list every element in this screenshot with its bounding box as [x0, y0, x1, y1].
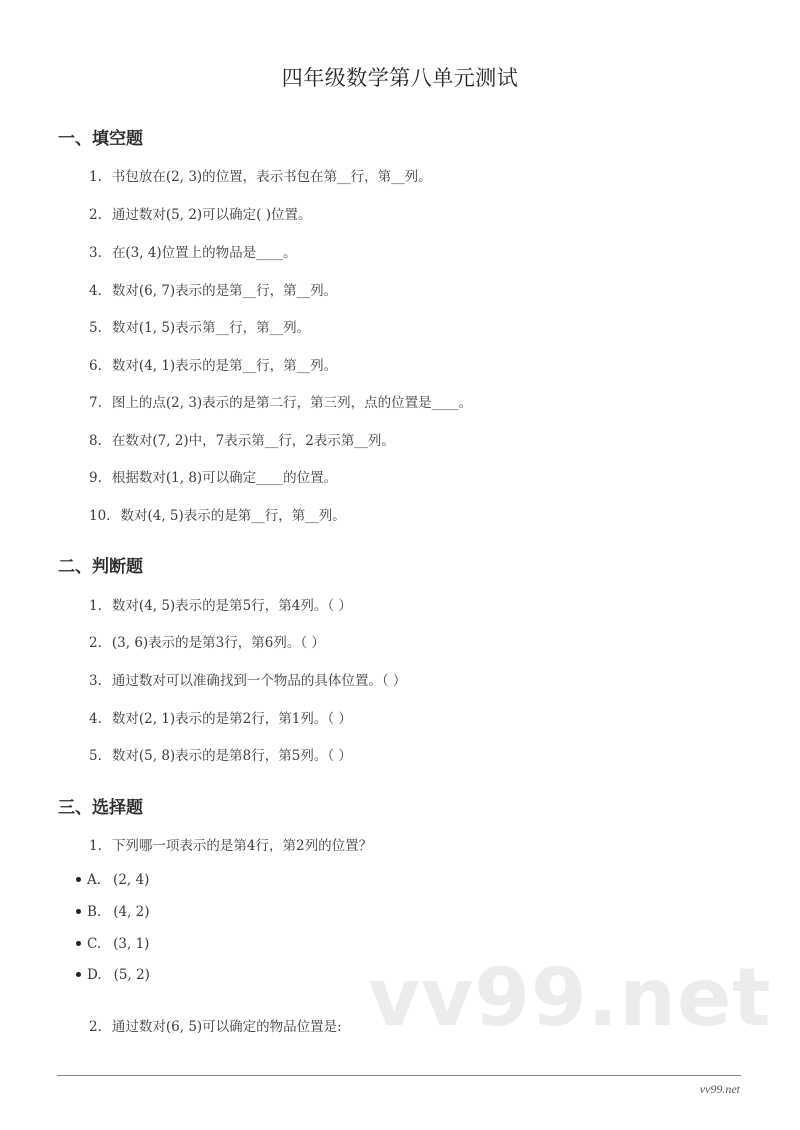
option-letter: B.	[87, 904, 102, 920]
question-text: 数对(4, 1)表示的是第__行，第__列。	[111, 358, 338, 374]
page-title: 四年级数学第八单元测试	[281, 66, 519, 90]
section-heading-fill-blank: 一、填空题	[58, 129, 143, 149]
choice-option-a	[76, 872, 149, 888]
bullet-icon	[76, 877, 81, 882]
choice-option-d	[76, 967, 150, 983]
question-item	[89, 466, 337, 486]
question-item	[89, 594, 352, 614]
option-letter: C.	[87, 936, 102, 952]
question-text: (3, 6)表示的是第3行，第6列。（ ）	[111, 635, 325, 651]
question-item	[89, 241, 297, 261]
question-number: 3.	[89, 673, 102, 689]
question-number: 2.	[89, 635, 102, 651]
question-item	[89, 744, 352, 764]
question-number: 2.	[89, 207, 102, 223]
section-heading-true-false: 二、判断题	[58, 557, 143, 577]
question-number: 4.	[89, 283, 102, 299]
watermark: vv99.net	[368, 951, 772, 1044]
question-item	[89, 504, 346, 524]
question-text: 下列哪一项表示的是第4行，第2列的位置？	[111, 838, 373, 854]
question-text: 数对(4, 5)表示的是第__行，第__列。	[120, 508, 346, 524]
question-number: 8.	[89, 433, 102, 449]
question-text: 数对(1, 5)表示第__行，第__列。	[111, 320, 311, 336]
question-text: 数对(5, 8)表示的是第8行，第5列。（ ）	[111, 748, 352, 764]
question-text: 在数对(7, 2)中，7表示第__行，2表示第__列。	[111, 433, 395, 449]
footer-divider	[57, 1075, 741, 1076]
option-text: (2, 4)	[113, 872, 150, 888]
question-number: 1.	[89, 169, 102, 185]
option-text: (4, 2)	[113, 904, 150, 920]
question-item	[89, 1015, 342, 1035]
question-number: 7.	[89, 395, 102, 411]
question-item	[89, 834, 372, 854]
option-text: (3, 1)	[113, 936, 150, 952]
footer-site-label: vv99.net	[699, 1082, 740, 1096]
question-item	[89, 707, 352, 727]
choice-option-b	[76, 904, 150, 920]
option-letter: D.	[87, 967, 102, 983]
question-item	[89, 429, 395, 449]
question-number: 2.	[89, 1019, 102, 1035]
question-number: 10.	[89, 508, 111, 524]
option-letter: A.	[87, 872, 102, 888]
question-number: 1.	[89, 598, 102, 614]
question-number: 6.	[89, 358, 102, 374]
question-item	[89, 316, 310, 336]
question-text: 书包放在(2, 3)的位置，表示书包在第__行，第__列。	[111, 169, 432, 185]
question-text: 数对(4, 5)表示的是第5行，第4列。（ ）	[111, 598, 352, 614]
question-item	[89, 279, 337, 299]
question-text: 根据数对(1, 8)可以确定____的位置。	[111, 470, 338, 486]
question-text: 通过数对可以准确找到一个物品的具体位置。（ ）	[111, 673, 407, 689]
question-number: 1.	[89, 838, 102, 854]
option-text: (5, 2)	[113, 967, 150, 983]
question-number: 5.	[89, 320, 102, 336]
bullet-icon	[76, 941, 81, 946]
question-number: 3.	[89, 245, 102, 261]
question-text: 数对(2, 1)表示的是第2行，第1列。（ ）	[111, 711, 352, 727]
question-item	[89, 354, 337, 374]
question-number: 5.	[89, 748, 102, 764]
question-text: 在(3, 4)位置上的物品是____。	[111, 245, 297, 261]
question-item	[89, 165, 432, 185]
question-number: 4.	[89, 711, 102, 727]
question-number: 9.	[89, 470, 102, 486]
question-text: 通过数对(6, 5)可以确定的物品位置是:	[111, 1019, 342, 1035]
question-item	[89, 669, 406, 689]
question-item	[89, 203, 312, 223]
bullet-icon	[76, 972, 81, 977]
question-text: 数对(6, 7)表示的是第__行，第__列。	[111, 283, 338, 299]
section-heading-multiple-choice: 三、选择题	[58, 798, 143, 818]
question-item	[89, 631, 325, 651]
choice-option-c	[76, 936, 149, 952]
question-text: 通过数对(5, 2)可以确定( )位置。	[111, 207, 312, 223]
question-text: 图上的点(2, 3)表示的是第二行，第三列，点的位置是____。	[111, 395, 473, 411]
question-item	[89, 391, 472, 411]
bullet-icon	[76, 909, 81, 914]
